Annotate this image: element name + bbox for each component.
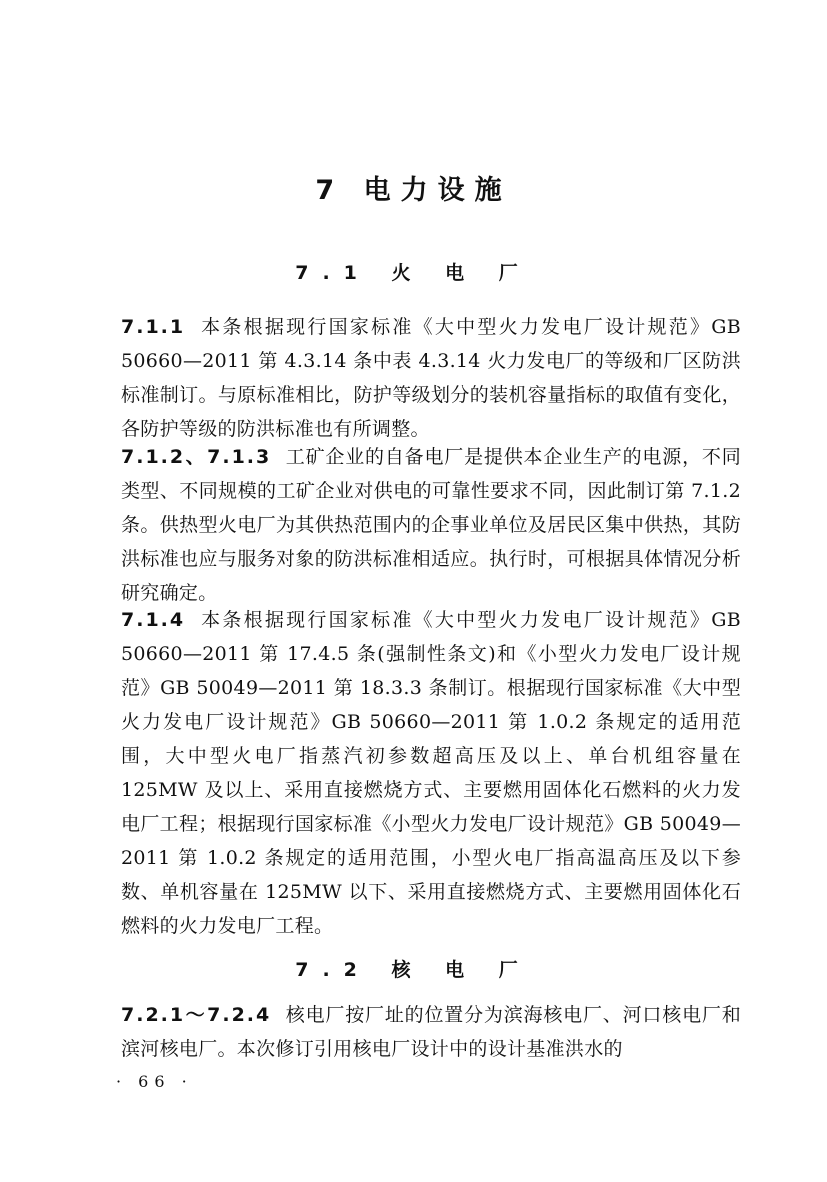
clause-text: 工矿企业的自备电厂是提供本企业生产的电源，不同类型、不同规模的工矿企业对供电的可靠性要求不同，因此制订第 7.1.2 条。供热型火电厂为其供热范围内的企事业单位及居民区集中供热，其防洪标准也应与服务对象的防洪标准相适应。执行时，可根据具体情况分析研究确定。 (121, 446, 741, 604)
clause-7-2-1-7-2-4 (121, 998, 741, 1066)
clause-7-1-2-7-1-3 (121, 440, 741, 610)
clause-7-1-4 (121, 603, 741, 943)
chapter-title: 7 电力设施 (315, 175, 512, 206)
clause-id: 7.2.1～7.2.4 (121, 1004, 272, 1026)
section-title-7-1: 7.1 火 电 厂 (295, 262, 532, 284)
clause-text: 本条根据现行国家标准《大中型火力发电厂设计规范》GB 50660—2011 第 17.4.5 条(强制性条文)和《小型火力发电厂设计规范》GB 50049—2011 第 18.3.3 条制订。根据现行国家标准《大中型火力发电厂设计规范》GB 50660—2011 第 1.0.2 条规定的适用范围，大中型火电厂指蒸汽初参数超高压及以上、单台机组容量在 125MW 及以上、采用直接燃烧方式、主要燃用固体化石燃料的火力发电厂工程；根据现行国家标准《小型火力发电厂设计规范》GB 50049—2011 第 1.0.2 条规定的适用范围，小型火电厂指高温高压及以下参数、单机容量在 125MW 以下、采用直接燃烧方式、主要燃用固体化石燃料的火力发电厂工程。 (121, 609, 741, 937)
clause-id: 7.1.2、7.1.3 (121, 446, 272, 468)
clause-id: 7.1.4 (121, 609, 186, 631)
clause-text: 核电厂按厂址的位置分为滨海核电厂、河口核电厂和滨河核电厂。本次修订引用核电厂设计中的设计基准洪水的 (121, 1004, 741, 1060)
section-title-7-2: 7.2 核 电 厂 (295, 959, 532, 981)
clause-id: 7.1.1 (121, 316, 186, 338)
clause-7-1-1 (121, 310, 741, 446)
clause-text: 本条根据现行国家标准《大中型火力发电厂设计规范》GB 50660—2011 第 4.3.14 条中表 4.3.14 火力发电厂的等级和厂区防洪标准制订。与原标准相比，防护等级划分的装机容量指标的取值有变化，各防护等级的防洪标准也有所调整。 (121, 316, 741, 440)
page-number: · 66 · (116, 1072, 193, 1091)
